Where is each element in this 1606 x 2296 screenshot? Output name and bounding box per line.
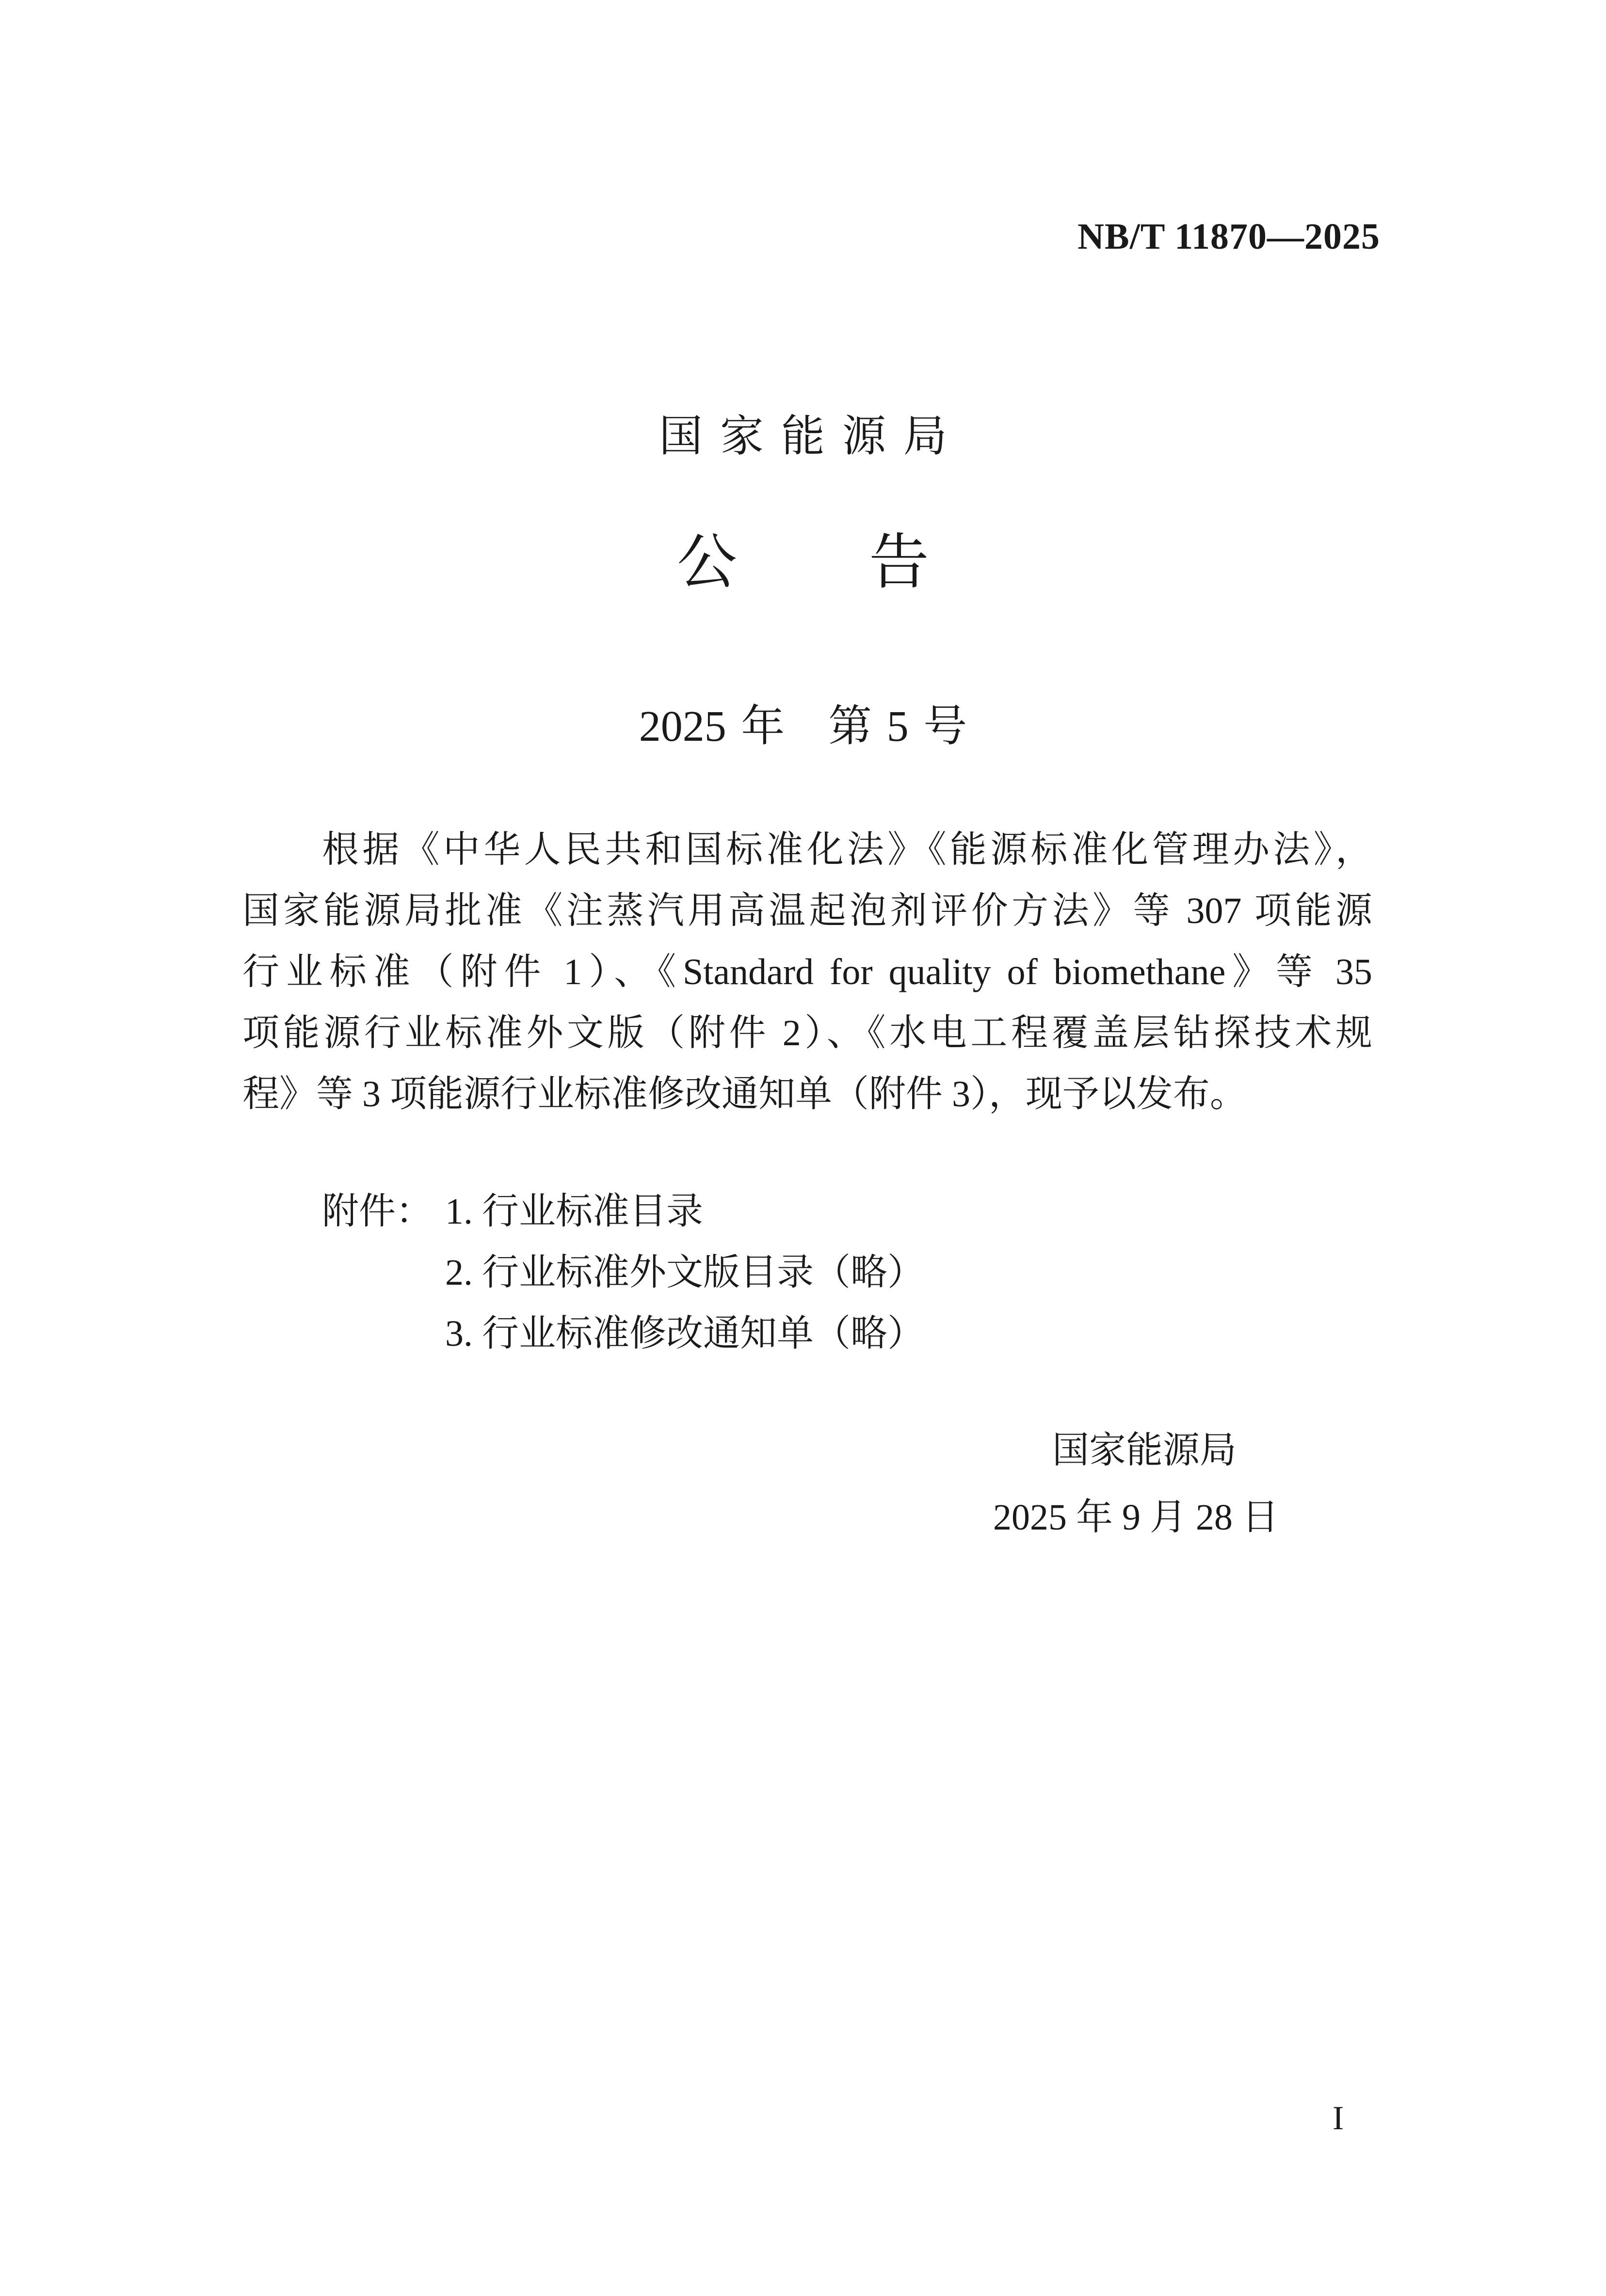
body-line: 根据《中华人民共和国标准化法》《能源标准化管理办法》， (322, 829, 1372, 870)
attachment-item: 2. 行业标准外文版目录（略） (445, 1252, 924, 1293)
attachments-label: 附件： (322, 1191, 433, 1232)
body-line: 国家能源局批准《注蒸汽用高温起泡剂评价方法》等 307 项能源 (242, 891, 1372, 931)
attachment-item: 3. 行业标准修改通知单（略） (445, 1313, 924, 1354)
announcement-body (242, 819, 1372, 1125)
announcement-number: 2025 年 第 5 号 (639, 702, 967, 750)
attachment-item: 1. 行业标准目录 (445, 1191, 703, 1232)
body-line: 项能源行业标准外文版（附件 2）、《水电工程覆盖层钻探技术规 (242, 1013, 1372, 1053)
issuer-heading: 国家能源局 (659, 411, 964, 462)
page-number: I (1333, 2100, 1344, 2137)
signature-date: 2025 年 9 月 28 日 (993, 1497, 1279, 1538)
announcement-title: 公告 (676, 527, 1061, 597)
body-line: 程》等 3 项能源行业标准修改通知单（附件 3），现予以发布。 (242, 1074, 1247, 1115)
standard-code: NB/T 11870—2025 (1077, 216, 1380, 257)
signature-organization: 国家能源局 (1052, 1428, 1237, 1471)
body-line: 行业标准（附件 1）、《Standard for quality of biomethane》等 35 (242, 952, 1372, 992)
